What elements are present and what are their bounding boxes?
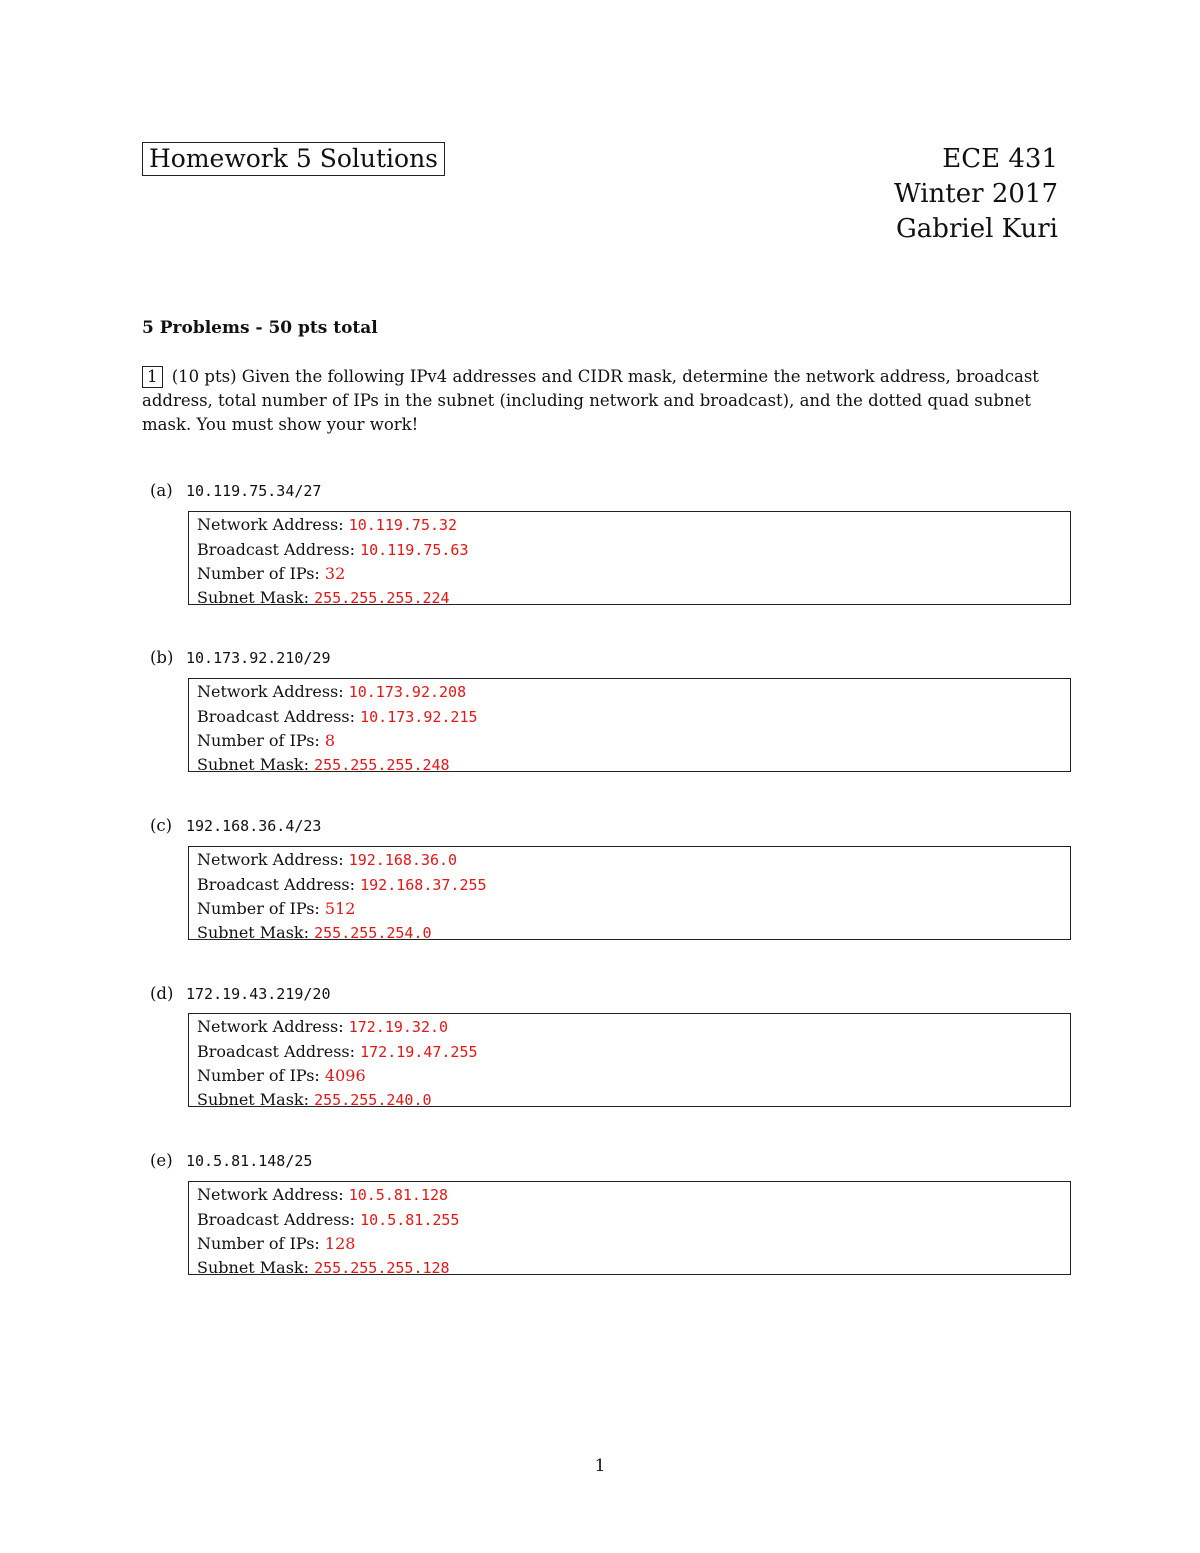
part-c xyxy=(150,816,321,835)
network-label: Network Address: xyxy=(197,1185,344,1204)
part-address: 10.119.75.34/27 xyxy=(186,482,322,500)
document-title: Homework 5 Solutions xyxy=(142,142,445,176)
broadcast-label: Broadcast Address: xyxy=(197,1041,356,1061)
part-address: 10.173.92.210/29 xyxy=(186,649,331,667)
network-value: 10.173.92.208 xyxy=(348,683,467,701)
broadcast-row xyxy=(197,1208,1062,1233)
network-row xyxy=(197,848,1062,873)
author-name: Gabriel Kuri xyxy=(896,214,1058,244)
course-term: Winter 2017 xyxy=(893,179,1058,209)
answer-box-c xyxy=(188,846,1071,940)
mask-value: 255.255.254.0 xyxy=(314,923,432,942)
count-value: 8 xyxy=(324,731,336,750)
part-label: (a) xyxy=(150,481,173,500)
network-row xyxy=(197,680,1062,705)
network-value: 172.19.32.0 xyxy=(348,1018,449,1036)
count-row xyxy=(197,1064,1062,1088)
broadcast-label: Broadcast Address: xyxy=(197,706,356,726)
answer-box-a xyxy=(188,511,1071,605)
broadcast-value: 172.19.47.255 xyxy=(360,1042,478,1061)
count-row xyxy=(197,729,1062,753)
broadcast-value: 10.5.81.255 xyxy=(360,1210,460,1229)
count-value: 4096 xyxy=(324,1066,366,1085)
mask-value: 255.255.255.248 xyxy=(314,755,450,774)
network-label: Network Address: xyxy=(197,850,344,869)
count-label: Number of IPs: xyxy=(197,899,320,918)
count-value: 32 xyxy=(324,564,346,583)
course-info xyxy=(894,142,1058,247)
mask-row xyxy=(197,1256,1062,1281)
part-b xyxy=(150,648,331,667)
network-value: 10.119.75.32 xyxy=(348,516,458,534)
network-value: 10.5.81.128 xyxy=(348,1186,449,1204)
part-label: (c) xyxy=(150,816,173,835)
broadcast-row xyxy=(197,705,1062,730)
part-d xyxy=(150,984,331,1003)
mask-label: Subnet Mask: xyxy=(197,922,310,942)
part-a xyxy=(150,481,321,500)
answer-box-d xyxy=(188,1013,1071,1107)
broadcast-row xyxy=(197,873,1062,898)
mask-row xyxy=(197,921,1062,946)
network-row xyxy=(197,1183,1062,1208)
network-label: Network Address: xyxy=(197,1017,344,1036)
mask-row xyxy=(197,1088,1062,1113)
broadcast-value: 10.173.92.215 xyxy=(360,707,478,726)
part-address: 10.5.81.148/25 xyxy=(186,1152,313,1170)
network-row xyxy=(197,1015,1062,1040)
page-number: 1 xyxy=(594,1456,606,1476)
count-value: 128 xyxy=(324,1234,356,1253)
mask-row xyxy=(197,753,1062,778)
network-label: Network Address: xyxy=(197,515,344,534)
broadcast-value: 192.168.37.255 xyxy=(360,875,487,894)
part-address: 192.168.36.4/23 xyxy=(186,817,322,835)
problem-statement xyxy=(142,365,1059,437)
mask-label: Subnet Mask: xyxy=(197,754,310,774)
mask-row xyxy=(197,586,1062,611)
mask-value: 255.255.255.224 xyxy=(314,588,450,607)
broadcast-label: Broadcast Address: xyxy=(197,539,356,559)
count-label: Number of IPs: xyxy=(197,564,320,583)
count-label: Number of IPs: xyxy=(197,1066,320,1085)
count-row xyxy=(197,562,1062,586)
count-label: Number of IPs: xyxy=(197,731,320,750)
answer-box-b xyxy=(188,678,1071,772)
broadcast-label: Broadcast Address: xyxy=(197,874,356,894)
count-label: Number of IPs: xyxy=(197,1234,320,1253)
section-title: 5 Problems - 50 pts total xyxy=(142,318,378,338)
answer-box-e xyxy=(188,1181,1071,1275)
broadcast-label: Broadcast Address: xyxy=(197,1209,356,1229)
mask-label: Subnet Mask: xyxy=(197,1257,310,1277)
part-label: (b) xyxy=(150,648,174,667)
network-label: Network Address: xyxy=(197,682,344,701)
mask-label: Subnet Mask: xyxy=(197,587,310,607)
part-address: 172.19.43.219/20 xyxy=(186,985,331,1003)
count-value: 512 xyxy=(324,899,356,918)
broadcast-row xyxy=(197,1040,1062,1065)
count-row xyxy=(197,897,1062,921)
broadcast-row xyxy=(197,538,1062,563)
problem-text: (10 pts) Given the following IPv4 addresses and CIDR mask, determine the network address, broadcast address, total number of IPs in the subnet (including network and broadcast), and the dotted quad subnet mask. You must show your work! xyxy=(142,367,1039,434)
course-code: ECE 431 xyxy=(942,144,1058,174)
mask-label: Subnet Mask: xyxy=(197,1089,310,1109)
part-e xyxy=(150,1151,312,1170)
mask-value: 255.255.240.0 xyxy=(314,1090,432,1109)
mask-value: 255.255.255.128 xyxy=(314,1258,450,1277)
problem-number: 1 xyxy=(142,366,163,388)
part-label: (e) xyxy=(150,1151,173,1170)
network-value: 192.168.36.0 xyxy=(348,851,458,869)
broadcast-value: 10.119.75.63 xyxy=(360,540,469,559)
part-label: (d) xyxy=(150,984,174,1003)
count-row xyxy=(197,1232,1062,1256)
network-row xyxy=(197,513,1062,538)
